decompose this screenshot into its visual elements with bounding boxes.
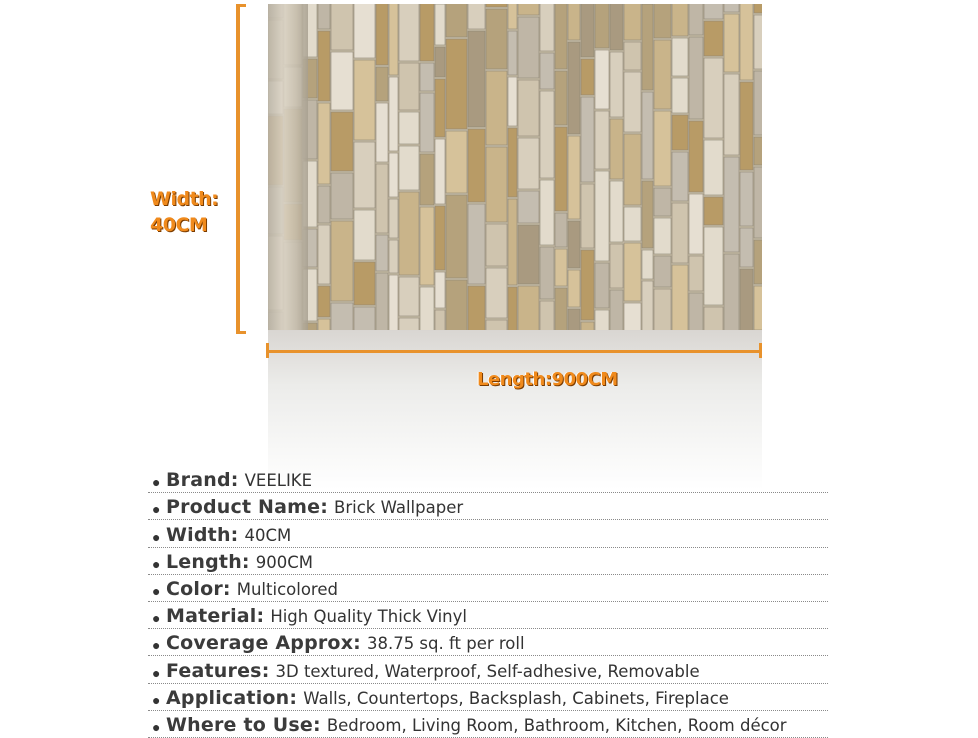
stone-tile — [318, 286, 330, 317]
stone-tile — [331, 52, 353, 110]
stone-tile — [704, 58, 723, 138]
stone-tile — [568, 221, 580, 268]
stone-tile — [331, 173, 353, 219]
stone-tile — [468, 129, 485, 202]
stone-tile — [704, 227, 723, 305]
stone-tile — [595, 263, 609, 308]
stone-tile — [486, 71, 507, 145]
stone-tile — [724, 14, 739, 72]
stone-tile — [642, 281, 653, 330]
stone-tile — [595, 310, 609, 330]
stone-tile — [581, 59, 594, 95]
stone-tile — [624, 303, 641, 330]
spec-value: 40CM — [244, 525, 292, 545]
stone-tile — [486, 147, 507, 222]
stone-tile — [754, 15, 762, 69]
stone-tile — [540, 53, 554, 89]
stone-tile — [704, 4, 723, 19]
stone-tile — [435, 206, 445, 270]
spec-row-width — [148, 520, 828, 547]
stone-tile — [724, 157, 739, 252]
stone-tile — [754, 240, 762, 284]
stone-tile — [724, 254, 739, 330]
stone-tile — [672, 203, 688, 263]
stone-tile — [435, 4, 445, 45]
stone-tile — [420, 4, 434, 61]
stone-tile — [689, 121, 703, 192]
stone-tile — [435, 47, 445, 77]
length-dimension-cap-right — [759, 343, 762, 358]
stone-tile — [672, 4, 688, 36]
bullet-icon: ● — [152, 664, 161, 681]
spec-key: Brand: — [166, 469, 239, 492]
stone-tile — [540, 4, 554, 51]
stone-tile — [654, 218, 671, 254]
stone-tile — [724, 4, 739, 12]
width-dimension-cap-bottom — [236, 331, 246, 334]
stone-tile — [740, 228, 753, 267]
stone-tile — [595, 50, 609, 109]
stone-tile — [435, 79, 445, 137]
stone-tile — [486, 224, 507, 266]
stone-tile — [399, 146, 419, 190]
spec-row-material — [148, 602, 828, 629]
stone-tile — [581, 97, 594, 182]
spec-row-color — [148, 575, 828, 602]
stone-tile — [318, 225, 330, 284]
stone-tile — [654, 256, 671, 287]
spec-key: Length: — [166, 550, 250, 573]
stone-tile — [724, 74, 739, 155]
stone-tile — [555, 288, 567, 330]
stone-tile — [581, 4, 594, 57]
stone-tile — [486, 4, 507, 7]
stone-tile — [518, 286, 539, 330]
stone-tile — [420, 287, 434, 330]
stone-tile — [508, 199, 517, 285]
stone-tile — [595, 4, 609, 48]
stone-tile — [740, 4, 753, 80]
stone-tile — [740, 82, 753, 170]
stone-tile — [399, 112, 419, 144]
stone-tile — [389, 199, 398, 238]
stone-tile — [568, 270, 580, 307]
width-dimension-label: Width: 40CM — [150, 188, 219, 236]
stone-tile — [642, 250, 653, 279]
spec-value: VEELIKE — [244, 471, 313, 491]
stone-tile — [754, 137, 762, 165]
stone-tile — [754, 286, 762, 330]
stone-tile — [468, 4, 485, 29]
spec-value: Brick Wallpaper — [334, 498, 464, 518]
stone-tile — [540, 91, 554, 178]
length-dimension-line — [266, 350, 762, 353]
stone-tile — [642, 92, 653, 179]
bullet-icon: ● — [152, 610, 161, 627]
stone-tile — [420, 154, 434, 205]
stone-tile — [389, 4, 398, 75]
stone-tile — [354, 210, 375, 260]
stone-tile — [581, 322, 594, 330]
spec-key: Where to Use: — [166, 713, 321, 736]
stone-tile — [704, 140, 723, 195]
stone-tile — [555, 213, 567, 247]
bullet-icon: ● — [152, 637, 161, 654]
stone-tile — [354, 262, 375, 305]
stone-tile — [331, 4, 353, 50]
stone-tile — [689, 37, 703, 119]
spec-key: Features: — [166, 659, 270, 682]
stone-tile — [704, 307, 723, 330]
spec-row-coverage — [148, 629, 828, 656]
spec-row-length — [148, 548, 828, 575]
bullet-icon: ● — [152, 555, 161, 572]
stone-tile — [331, 112, 353, 171]
wallpaper-roll-image — [268, 4, 762, 330]
stone-tile — [672, 265, 688, 330]
spec-value: 38.75 sq. ft per roll — [366, 634, 525, 654]
stone-tile — [389, 240, 398, 273]
stone-tile — [376, 67, 388, 101]
spec-row-brand — [148, 466, 828, 493]
stone-tile — [610, 181, 623, 242]
spec-value: 3D textured, Waterproof, Self-adhesive, Removable — [275, 661, 700, 681]
stone-tile — [399, 4, 419, 61]
bullet-icon: ● — [152, 528, 161, 545]
stone-tile — [540, 301, 554, 330]
stone-tile — [624, 207, 641, 241]
spec-key: Width: — [166, 523, 239, 546]
stone-tile — [624, 4, 641, 40]
stone-tile — [354, 60, 375, 140]
spec-key: Application: — [166, 686, 298, 709]
stone-tile — [642, 181, 653, 248]
stone-tile — [581, 184, 594, 248]
stone-tile — [389, 77, 398, 151]
stone-tile — [689, 256, 703, 291]
stone-tile — [624, 134, 641, 205]
stone-tile — [446, 39, 467, 129]
stone-tile — [740, 172, 753, 226]
spec-row-application — [148, 684, 828, 711]
stone-tile — [518, 191, 539, 223]
stone-tile — [568, 4, 580, 40]
stone-tile — [672, 78, 688, 113]
stone-tile — [420, 93, 434, 152]
stone-tile — [568, 309, 580, 330]
stone-tile — [376, 235, 388, 271]
stone-tile — [568, 42, 580, 134]
stone-tile — [518, 80, 539, 136]
stone-tile — [508, 31, 517, 75]
stone-tile — [331, 303, 353, 330]
stone-tile — [689, 4, 703, 35]
stone-tile — [508, 128, 517, 197]
stone-tile — [376, 164, 388, 233]
spec-key: Coverage Approx: — [166, 632, 361, 655]
stone-tile — [354, 142, 375, 208]
stone-tile — [486, 268, 507, 318]
stone-tile — [399, 192, 419, 275]
stone-tile — [610, 290, 623, 330]
stone-tile — [399, 277, 419, 316]
spec-key: Material: — [166, 605, 265, 628]
stone-tile — [610, 4, 623, 50]
stone-tile — [595, 171, 609, 261]
stone-tile — [555, 249, 567, 286]
stone-tile — [540, 180, 554, 245]
stone-tile — [595, 111, 609, 169]
stone-tile — [754, 167, 762, 238]
stone-tile — [654, 111, 671, 186]
bullet-icon: ● — [152, 582, 161, 599]
stone-tile — [486, 320, 507, 330]
stone-tile — [540, 247, 554, 299]
stone-tile — [508, 77, 517, 126]
stone-tile — [704, 197, 723, 225]
spec-row-product-name — [148, 493, 828, 520]
stone-tile — [399, 63, 419, 110]
stone-tile — [376, 4, 388, 65]
stone-tile — [555, 4, 567, 69]
spec-row-features — [148, 656, 828, 683]
stone-tile — [389, 275, 398, 330]
spec-list — [148, 466, 828, 738]
bullet-icon: ● — [152, 691, 161, 708]
stone-tile — [446, 131, 467, 193]
stone-tile — [420, 207, 434, 285]
bullet-icon: ● — [152, 718, 161, 735]
stone-tile — [754, 71, 762, 135]
stone-tile — [624, 42, 641, 70]
stone-tile — [518, 4, 539, 15]
spec-key: Color: — [166, 577, 231, 600]
stone-texture — [268, 4, 762, 330]
width-dimension-line — [236, 4, 240, 334]
stone-tile — [518, 225, 539, 284]
stone-tile — [508, 287, 517, 330]
stone-tile — [654, 188, 671, 216]
stone-tile — [704, 21, 723, 56]
stone-tile — [376, 103, 388, 162]
stone-tile — [508, 4, 517, 29]
stone-tile — [754, 4, 762, 13]
stone-tile — [624, 243, 641, 301]
stone-tile — [389, 153, 398, 197]
stone-tile — [654, 289, 671, 330]
stone-tile — [318, 4, 330, 29]
bullet-icon: ● — [152, 474, 161, 491]
stone-tile — [624, 72, 641, 132]
length-dimension-label: Length:900CM — [477, 369, 618, 390]
bullet-icon: ● — [152, 501, 161, 518]
stone-tile — [318, 319, 330, 330]
stone-tile — [689, 293, 703, 330]
stone-tile — [420, 63, 434, 91]
stone-tile — [435, 272, 445, 308]
stone-tile — [654, 4, 671, 38]
stone-tile — [399, 318, 419, 330]
stone-tile — [568, 136, 580, 219]
spec-key: Product Name: — [166, 496, 329, 519]
stone-tile — [672, 115, 688, 150]
stone-tile — [318, 103, 330, 184]
roll-end-shading — [268, 4, 308, 330]
stone-tile — [318, 31, 330, 101]
stone-tile — [446, 195, 467, 278]
spec-value: High Quality Thick Vinyl — [270, 607, 467, 627]
spec-value: Walls, Countertops, Backsplash, Cabinets, Fireplace — [303, 688, 729, 708]
stone-tile — [331, 221, 353, 301]
stone-tile — [446, 280, 467, 330]
stone-tile — [610, 52, 623, 117]
stone-tile — [672, 152, 688, 201]
stone-tile — [518, 17, 539, 78]
stone-tile — [689, 194, 703, 254]
stone-tile — [468, 31, 485, 127]
stone-tile — [581, 250, 594, 320]
stone-tile — [468, 204, 485, 284]
stone-tile — [446, 4, 467, 37]
stone-tile — [642, 4, 653, 90]
stone-tile — [318, 186, 330, 223]
stone-tile — [486, 9, 507, 69]
stone-tile — [354, 307, 375, 330]
stone-tile — [740, 269, 753, 330]
stone-tile — [518, 138, 539, 189]
stone-tile — [555, 71, 567, 125]
stone-tile — [555, 127, 567, 211]
stone-tile — [672, 38, 688, 76]
stone-tile — [610, 244, 623, 288]
spec-value: Bedroom, Living Room, Bathroom, Kitchen, Room décor — [326, 715, 787, 735]
length-dimension-cap-left — [266, 343, 269, 358]
stone-tile — [354, 4, 375, 58]
stone-tile — [610, 119, 623, 179]
spec-value: 900CM — [255, 552, 313, 572]
stone-tile — [376, 273, 388, 330]
stone-tile — [654, 40, 671, 109]
stone-tile — [435, 139, 445, 204]
spec-value: Multicolored — [236, 579, 338, 599]
stone-tile — [468, 286, 485, 330]
width-dimension-cap-top — [236, 4, 246, 7]
stone-tile — [435, 310, 445, 330]
